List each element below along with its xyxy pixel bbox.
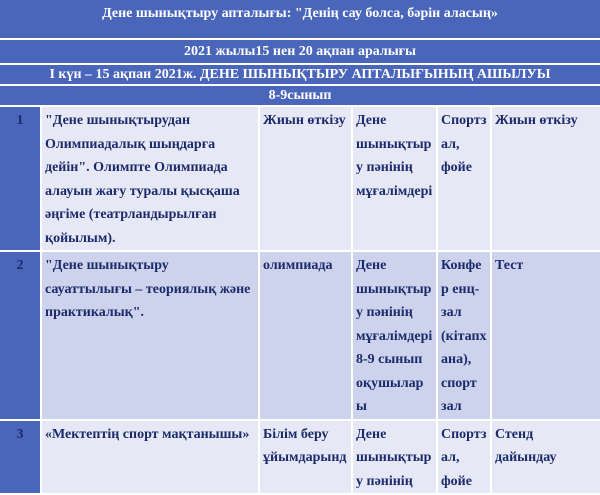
responsible-cell: Дене шынықтыр у пәнінің — [352, 420, 437, 495]
event-cell: «Мектептің спорт мақтанышы» — [41, 420, 259, 495]
form-cell: Білім беру ұйымдарынд — [259, 420, 352, 495]
responsible-cell: Дене шынықтыр у пәнінің мұғалімдері — [352, 107, 437, 251]
row-number: 2 — [0, 251, 41, 420]
table-row — [0, 420, 600, 495]
place-cell: Спортз ал, фойе — [437, 107, 491, 251]
table-row — [0, 107, 600, 251]
event-cell: "Дене шынықтырудан Олимпиадалық шыңдарға дейін". Олимпте Олимпиада алауын жағу туралы қысқаша әңгіме (театрландырылған қойылым). — [41, 107, 259, 251]
date-range: 2021 жылы15 нен 20 ақпан аралығы — [0, 40, 600, 65]
result-cell: Стенд дайындау — [491, 420, 600, 495]
grade-heading: 8-9сынып — [0, 86, 600, 107]
responsible-cell: Дене шынықтыр у пәнінің мұғалімдері 8-9 сынып оқушылар ы — [352, 251, 437, 420]
place-cell: Конфер енц-зал (кітапх ана), спорт зал — [437, 251, 491, 420]
row-number: 1 — [0, 107, 41, 251]
form-cell: олимпиада — [259, 251, 352, 420]
result-cell: Тест — [491, 251, 600, 420]
document-title: Дене шынықтыру апталығы: "Денің сау болса, бәрін аласың» — [0, 0, 600, 40]
result-cell: Жиын өткізу — [491, 107, 600, 251]
form-cell: Жиын өткізу — [259, 107, 352, 251]
schedule-table — [0, 107, 600, 495]
table-row — [0, 251, 600, 420]
day-heading: І күн – 15 ақпан 2021ж. ДЕНЕ ШЫНЫҚТЫРУ АПТАЛЫҒЫНЫҢ АШЫЛУЫ — [0, 65, 600, 86]
event-cell: "Дене шынықтыру сауаттылығы – теориялық және практикалық". — [41, 251, 259, 420]
row-number: 3 — [0, 420, 41, 495]
place-cell: Спортз ал, фойе — [437, 420, 491, 495]
